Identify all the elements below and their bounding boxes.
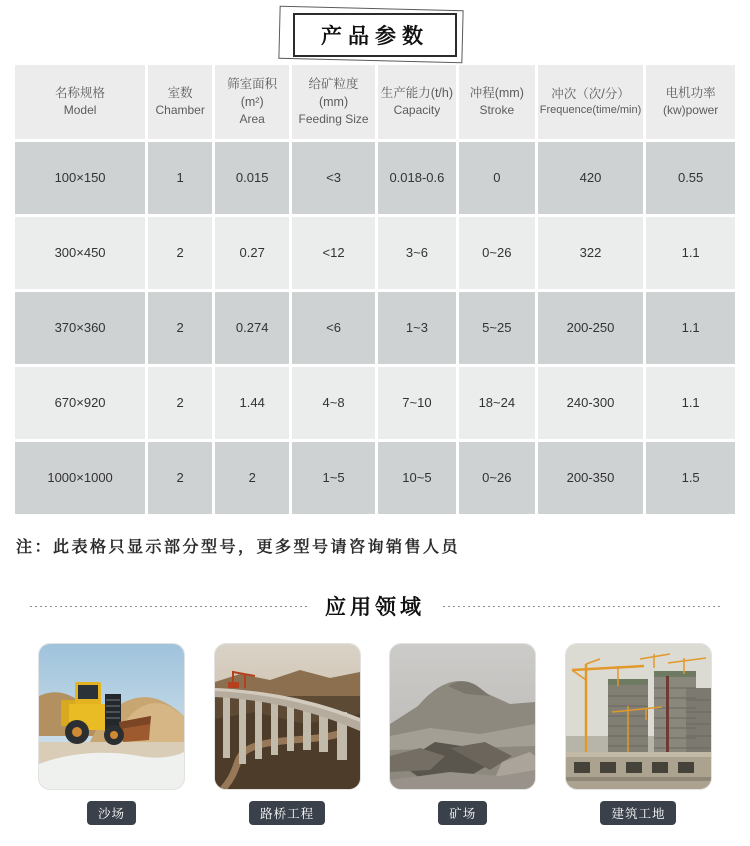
table-cell: 0.27 [215,217,289,289]
app-caption-bridge: 路桥工程 [249,801,325,825]
table-cell: 2 [148,367,212,439]
col-header-frequence: 冲次（次/分） Frequence(time/min) [538,65,643,139]
table-cell: 1~3 [378,292,456,364]
table-cell: 1.1 [646,367,735,439]
table-cell: 0.015 [215,142,289,214]
table-cell: 0.018-0.6 [378,142,456,214]
divider-line-right [443,606,720,607]
table-cell: 2 [215,442,289,514]
applications-section-header [30,591,720,621]
applications-row [0,643,750,825]
table-note: 注：此表格只显示部分型号，更多型号请咨询销售人员 [16,539,461,556]
table-cell: 1~5 [292,442,375,514]
table-cell: <12 [292,217,375,289]
table-cell: 200-350 [538,442,643,514]
applications-title: 应用领域 [325,596,425,619]
table-cell: 420 [538,142,643,214]
page-title-box [293,13,457,57]
table-cell: 18~24 [459,367,535,439]
app-card-bridge [214,643,361,825]
table-cell: 200-250 [538,292,643,364]
table-cell: 1000×1000 [15,442,145,514]
app-card-sand-yard [38,643,185,825]
table-cell: 1.5 [646,442,735,514]
table-cell: 300×450 [15,217,145,289]
table-cell: 370×360 [15,292,145,364]
app-caption-sand-yard: 沙场 [87,801,136,825]
table-cell: 0~26 [459,217,535,289]
table-cell: 2 [148,442,212,514]
sand-yard-photo [38,643,185,790]
app-caption-mine: 矿场 [438,801,487,825]
table-cell: 0 [459,142,535,214]
table-cell: 1.44 [215,367,289,439]
table-cell: 100×150 [15,142,145,214]
page-title: 产品参数 [293,13,457,57]
table-cell: 670×920 [15,367,145,439]
col-header-area: 筛室面积(m²) Area [215,65,289,139]
col-header-stroke: 冲程(mm) Stroke [459,65,535,139]
table-cell: 0.274 [215,292,289,364]
divider-line-left [30,606,307,607]
table-cell: 10~5 [378,442,456,514]
table-cell: 240-300 [538,367,643,439]
mine-photo [389,643,536,790]
bridge-engineering-photo [214,643,361,790]
table-cell: 1.1 [646,292,735,364]
table-cell: 2 [148,292,212,364]
construction-site-photo [565,643,712,790]
table-cell: 7~10 [378,367,456,439]
app-card-mine [389,643,536,825]
table-cell: 3~6 [378,217,456,289]
col-header-capacity: 生产能力(t/h) Capacity [378,65,456,139]
table-cell: 0.55 [646,142,735,214]
table-cell: <3 [292,142,375,214]
table-cell: 4~8 [292,367,375,439]
table-cell: <6 [292,292,375,364]
col-header-chamber: 室数 Chamber [148,65,212,139]
col-header-power: 电机功率 (kw)power [646,65,735,139]
title-row [0,0,750,57]
table-cell: 1 [148,142,212,214]
table-cell: 2 [148,217,212,289]
app-card-construction [565,643,712,825]
app-caption-construction: 建筑工地 [600,801,676,825]
table-cell: 1.1 [646,217,735,289]
table-cell: 5~25 [459,292,535,364]
table-cell: 322 [538,217,643,289]
spec-table [15,65,735,514]
col-header-model: 名称规格 Model [15,65,145,139]
table-cell: 0~26 [459,442,535,514]
col-header-feeding-size: 给矿粒度(mm) Feeding Size [292,65,375,139]
